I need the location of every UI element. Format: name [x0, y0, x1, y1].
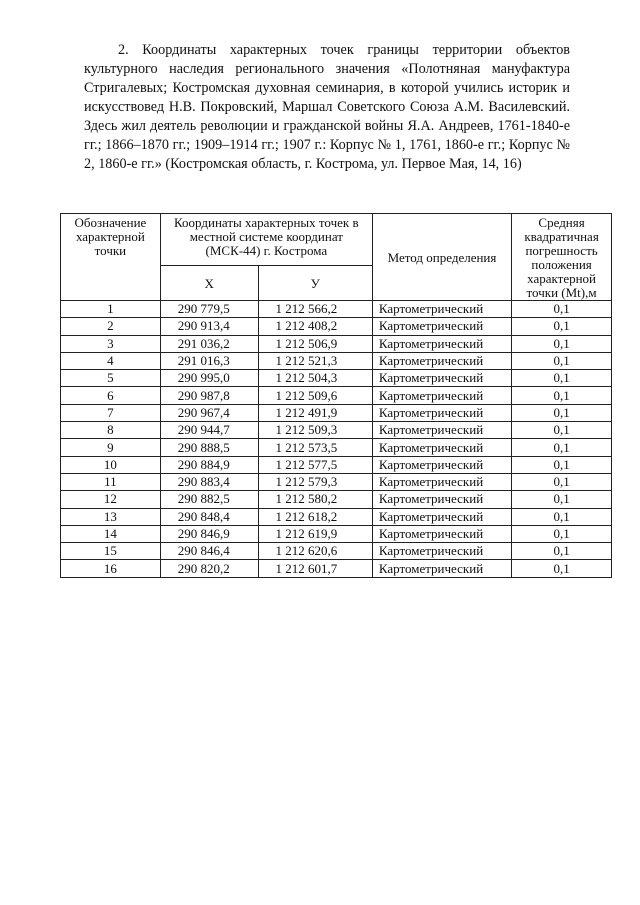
- table-row: [61, 404, 612, 421]
- x-coordinate-cell: 290 883,4: [160, 473, 258, 490]
- header-coordinates: Координаты характерных точек в местной системе координат (МСК-44) г. Кострома: [160, 214, 372, 266]
- table-row: [61, 335, 612, 352]
- table-header: [61, 214, 612, 301]
- method-cell: Картометрический: [372, 404, 511, 421]
- error-cell: 0,1: [512, 301, 612, 318]
- x-coordinate-cell: 291 036,2: [160, 335, 258, 352]
- x-coordinate-cell: 290 995,0: [160, 370, 258, 387]
- y-coordinate-cell: 1 212 509,3: [258, 422, 372, 439]
- point-id-cell: 12: [61, 491, 161, 508]
- error-cell: 0,1: [512, 491, 612, 508]
- table-row: [61, 301, 612, 318]
- method-cell: Картометрический: [372, 543, 511, 560]
- y-coordinate-cell: 1 212 601,7: [258, 560, 372, 577]
- point-id-cell: 16: [61, 560, 161, 577]
- error-cell: 0,1: [512, 387, 612, 404]
- method-cell: Картометрический: [372, 439, 511, 456]
- method-cell: Картометрический: [372, 301, 511, 318]
- x-coordinate-cell: 290 987,8: [160, 387, 258, 404]
- table-row: [61, 318, 612, 335]
- x-coordinate-cell: 290 846,9: [160, 525, 258, 542]
- point-id-cell: 13: [61, 508, 161, 525]
- method-cell: Картометрический: [372, 491, 511, 508]
- point-id-cell: 15: [61, 543, 161, 560]
- table-row: [61, 473, 612, 490]
- point-id-cell: 14: [61, 525, 161, 542]
- error-cell: 0,1: [512, 422, 612, 439]
- x-coordinate-cell: 291 016,3: [160, 352, 258, 369]
- x-coordinate-cell: 290 846,4: [160, 543, 258, 560]
- x-coordinate-cell: 290 944,7: [160, 422, 258, 439]
- coordinates-table: [60, 213, 612, 578]
- method-cell: Картометрический: [372, 456, 511, 473]
- y-coordinate-cell: 1 212 619,9: [258, 525, 372, 542]
- table-row: [61, 491, 612, 508]
- table-row: [61, 456, 612, 473]
- header-point-id: Обозначение характерной точки: [61, 214, 161, 301]
- method-cell: Картометрический: [372, 370, 511, 387]
- table-row: [61, 508, 612, 525]
- point-id-cell: 4: [61, 352, 161, 369]
- y-coordinate-cell: 1 212 504,3: [258, 370, 372, 387]
- y-coordinate-cell: 1 212 521,3: [258, 352, 372, 369]
- method-cell: Картометрический: [372, 560, 511, 577]
- intro-paragraph: 2. Координаты характерных точек границы территории объектов культурного наследия регионального значения «Полотняная мануфактура Стригалевых; Костромская духовная семинария, в которой учились историк и искусствовед Н.В. Покровский, Маршал Советского Союза А.М. Василевский. Здесь жил деятель революции и гражданской войны Я.А. Андреев, 1761-1840-е гг.; 1866–1870 гг.; 1909–1914 гг.; 1907 г.: Корпус № 1, 1761, 1860-е гг.; Корпус № 2, 1860-е гг.» (Костромская область, г. Кострома, ул. Первое Мая, 14, 16): [84, 42, 570, 172]
- y-coordinate-cell: 1 212 509,6: [258, 387, 372, 404]
- error-cell: 0,1: [512, 456, 612, 473]
- y-coordinate-cell: 1 212 580,2: [258, 491, 372, 508]
- point-id-cell: 9: [61, 439, 161, 456]
- x-coordinate-cell: 290 779,5: [160, 301, 258, 318]
- y-coordinate-cell: 1 212 620,6: [258, 543, 372, 560]
- x-coordinate-cell: 290 884,9: [160, 456, 258, 473]
- table-row: [61, 525, 612, 542]
- x-coordinate-cell: 290 820,2: [160, 560, 258, 577]
- y-coordinate-cell: 1 212 408,2: [258, 318, 372, 335]
- x-coordinate-cell: 290 888,5: [160, 439, 258, 456]
- point-id-cell: 10: [61, 456, 161, 473]
- error-cell: 0,1: [512, 404, 612, 421]
- point-id-cell: 2: [61, 318, 161, 335]
- table-body: [61, 301, 612, 578]
- point-id-cell: 7: [61, 404, 161, 421]
- header-y: У: [258, 266, 372, 301]
- y-coordinate-cell: 1 212 491,9: [258, 404, 372, 421]
- error-cell: 0,1: [512, 543, 612, 560]
- table-row: [61, 439, 612, 456]
- point-id-cell: 5: [61, 370, 161, 387]
- table-row: [61, 543, 612, 560]
- point-id-cell: 11: [61, 473, 161, 490]
- header-x: X: [160, 266, 258, 301]
- method-cell: Картометрический: [372, 352, 511, 369]
- error-cell: 0,1: [512, 439, 612, 456]
- table-row: [61, 422, 612, 439]
- header-error: Средняя квадратичная погрешность положения характерной точки (Mt),м: [512, 214, 612, 301]
- y-coordinate-cell: 1 212 577,5: [258, 456, 372, 473]
- y-coordinate-cell: 1 212 618,2: [258, 508, 372, 525]
- table-row: [61, 560, 612, 577]
- y-coordinate-cell: 1 212 573,5: [258, 439, 372, 456]
- method-cell: Картометрический: [372, 387, 511, 404]
- point-id-cell: 1: [61, 301, 161, 318]
- x-coordinate-cell: 290 913,4: [160, 318, 258, 335]
- point-id-cell: 8: [61, 422, 161, 439]
- point-id-cell: 6: [61, 387, 161, 404]
- error-cell: 0,1: [512, 370, 612, 387]
- table-row: [61, 352, 612, 369]
- y-coordinate-cell: 1 212 566,2: [258, 301, 372, 318]
- error-cell: 0,1: [512, 473, 612, 490]
- method-cell: Картометрический: [372, 335, 511, 352]
- error-cell: 0,1: [512, 318, 612, 335]
- point-id-cell: 3: [61, 335, 161, 352]
- error-cell: 0,1: [512, 525, 612, 542]
- table-row: [61, 387, 612, 404]
- error-cell: 0,1: [512, 560, 612, 577]
- x-coordinate-cell: 290 967,4: [160, 404, 258, 421]
- header-method: Метод определения: [372, 214, 511, 301]
- method-cell: Картометрический: [372, 508, 511, 525]
- method-cell: Картометрический: [372, 318, 511, 335]
- table-row: [61, 370, 612, 387]
- x-coordinate-cell: 290 848,4: [160, 508, 258, 525]
- x-coordinate-cell: 290 882,5: [160, 491, 258, 508]
- method-cell: Картометрический: [372, 422, 511, 439]
- method-cell: Картометрический: [372, 525, 511, 542]
- method-cell: Картометрический: [372, 473, 511, 490]
- y-coordinate-cell: 1 212 506,9: [258, 335, 372, 352]
- error-cell: 0,1: [512, 335, 612, 352]
- y-coordinate-cell: 1 212 579,3: [258, 473, 372, 490]
- error-cell: 0,1: [512, 508, 612, 525]
- error-cell: 0,1: [512, 352, 612, 369]
